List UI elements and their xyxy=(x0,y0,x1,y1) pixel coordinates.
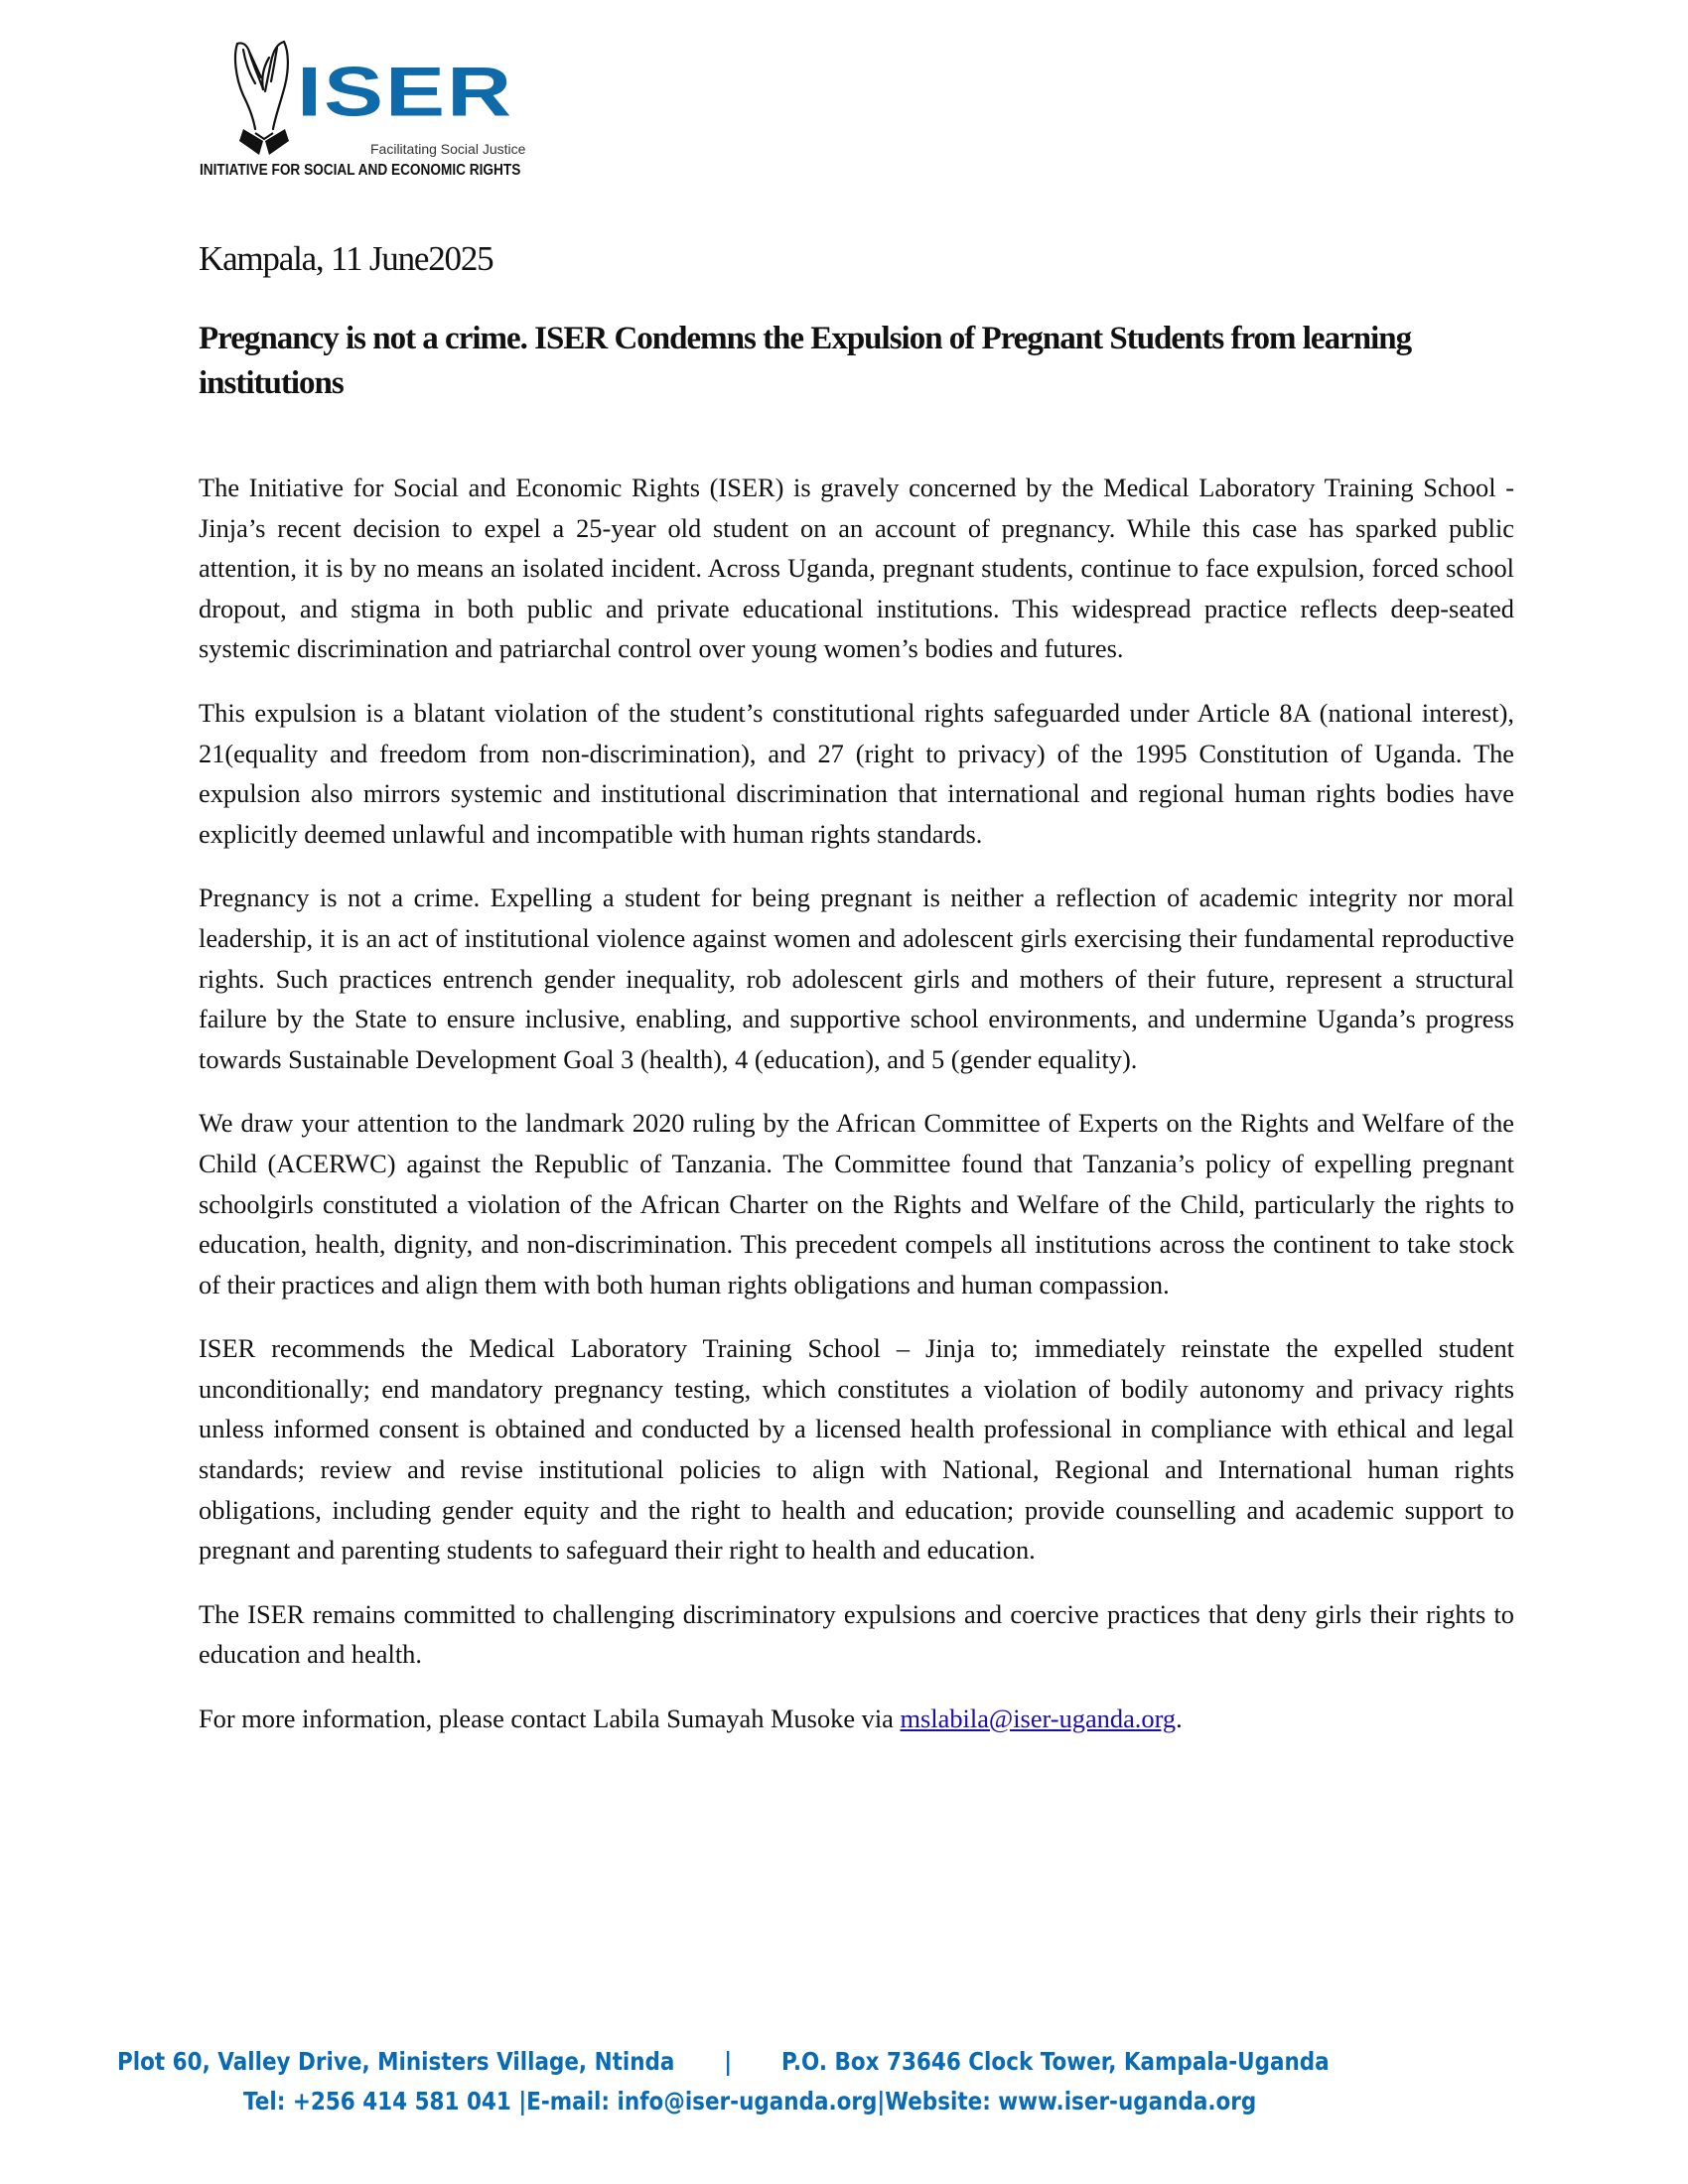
iser-logo xyxy=(194,30,571,189)
contact-suffix: . xyxy=(1176,1704,1183,1734)
footer-contact-line: Tel: +256 414 581 041 |E-mail: info@iser-uganda.org|Website: www.iser-uganda.org xyxy=(243,2087,1257,2116)
footer-po-box: P.O. Box 73646 Clock Tower, Kampala-Uganda xyxy=(781,2047,1330,2076)
contact-email-link[interactable]: mslabila@iser-uganda.org xyxy=(900,1704,1177,1734)
praying-hands-icon xyxy=(229,38,299,155)
page-title: Pregnancy is not a crime. ISER Condemns the Expulsion of Pregnant Students from learning institutions xyxy=(199,321,1412,401)
paragraph-pregnancy-not-crime: Pregnancy is not a crime. Expelling a student for being pregnant is neither a reflection of academic integrity nor moral leadership, it is an act of institutional violence against women and adolescent girls exercising their fundamental reproductive rights. Such practices entrench gender inequality, rob adolescent girls and mothers of their future, represent a structural failure by the State to ensure inclusive, enabling, and supportive school environments, and undermine Uganda’s progress towards Sustainable Development Goal 3 (health), 4 (education), and 5 (gender equality). xyxy=(199,883,1514,1074)
organization-name: INITIATIVE FOR SOCIAL AND ECONOMIC RIGHTS xyxy=(200,162,521,179)
press-release-body xyxy=(199,236,1514,1739)
paragraph-acerwc-ruling: We draw your attention to the landmark 2020 ruling by the African Committee of Experts on the Rights and Welfare of the Child (ACERWC) against the Republic of Tanzania. The Committee found that Tanzania’s policy of expelling pregnant schoolgirls constituted a violation of the African Charter on the Rights and Welfare of the Child, particularly the rights to education, health, dignity, and non-discrimination. This precedent compels all institutions across the continent to take stock of their practices and align them with both human rights obligations and human compassion. xyxy=(199,1108,1514,1299)
paragraph-recommendations: ISER recommends the Medical Laboratory Training School – Jinja to; immediately reinstate the expelled student unconditionally; end mandatory pregnancy testing, which constitutes a violation of bodily autonomy and privacy rights unless informed consent is obtained and conducted by a licensed health professional in compliance with ethical and legal standards; review and revise institutional policies to align with National, Regional and International human rights obligations, including gender equity and the right to health and education; provide counselling and academic support to pregnant and parenting students to safeguard their right to health and education. xyxy=(199,1333,1514,1566)
logo-tagline: Facilitating Social Justice xyxy=(370,141,526,157)
footer-address-line xyxy=(117,2047,1330,2076)
paragraph-intro: The Initiative for Social and Economic Rights (ISER) is gravely concerned by the Medical Laboratory Training School - Jinja’s recent decision to expel a 25-year old student on an account of pregnancy. While this case has sparked public attention, it is by no means an isolated incident. Across Uganda, pregnant students, continue to face expulsion, forced school dropout, and stigma in both public and private educational institutions. This widespread practice reflects deep-seated systemic discrimination and patriarchal control over young women’s bodies and futures. xyxy=(199,473,1514,664)
contact-prefix: For more information, please contact Labila Sumayah Musoke via xyxy=(199,1704,901,1734)
paragraph-commitment: The ISER remains committed to challenging discriminatory expulsions and coercive practices that deny girls their rights to education and health. xyxy=(199,1598,1514,1670)
paragraph-contact xyxy=(199,1699,1514,1739)
dateline: Kampala, 11 June2025 xyxy=(199,239,493,278)
logo-wordmark: ISER xyxy=(297,54,514,132)
footer-address: Plot 60, Valley Drive, Ministers Village, Ntinda xyxy=(117,2047,675,2076)
paragraph-constitutional-violation: This expulsion is a blatant violation of the student’s constitutional rights safeguarded under Article 8A (national interest), 21(equality and freedom from non-discrimination), and 27 (right to privacy) of the 1995 Constitution of Uganda. The expulsion also mirrors systemic and institutional discrimination that international and regional human rights bodies have explicitly deemed unlawful and incompatible with human rights standards. xyxy=(199,697,1514,849)
footer-separator: | xyxy=(724,2047,733,2076)
